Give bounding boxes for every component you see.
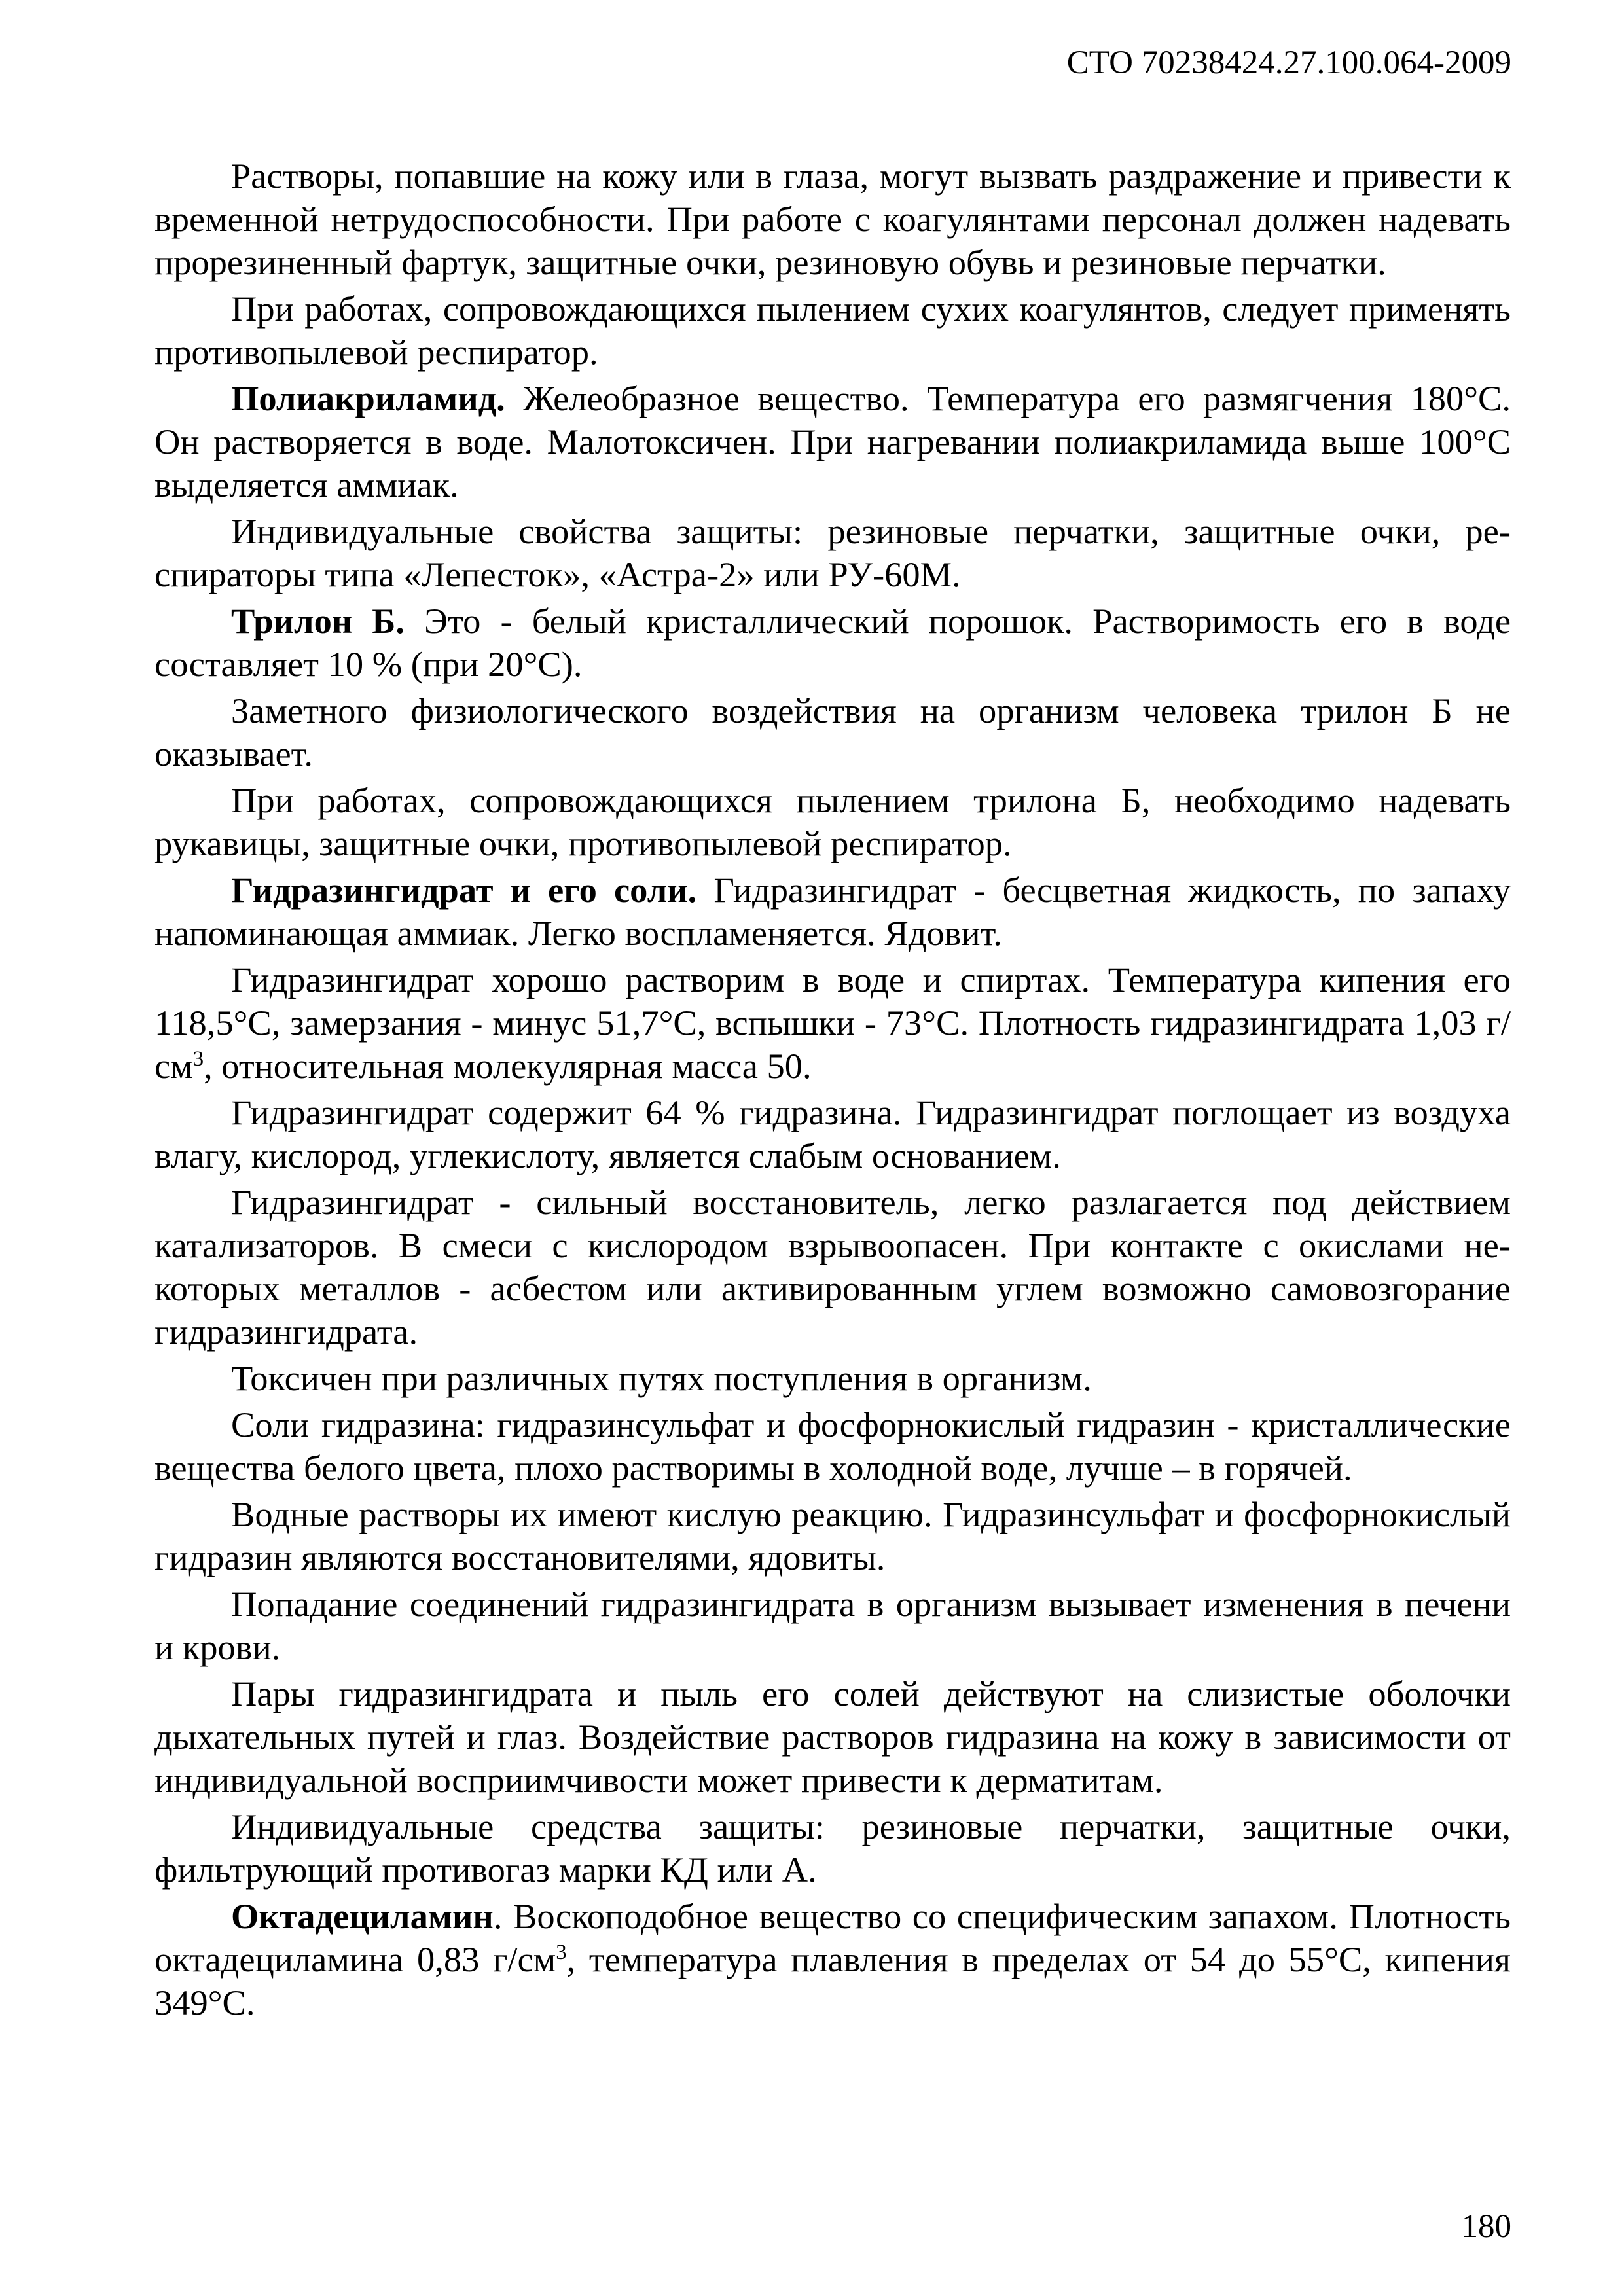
paragraph-hydrazine-protection [154, 1805, 1511, 1892]
paragraph-text: Растворы, попавшие на кожу или в глаза, могут вызвать раздражение и привести к временной нетрудоспособности. При работе с коагулянтами персонал должен надевать прорезиненный фартук, защитные очки, резиновую обувь и резиновые перчатки. [154, 156, 1511, 282]
paragraph-text: Индивидуальные средства защиты: резиновые перчатки, защитные очки, фильтрующий противогаз марки КД или А. [154, 1806, 1511, 1890]
paragraph-text: Токсичен при различных путях поступления в организм. [231, 1358, 1092, 1398]
paragraph-aqueous-solutions [154, 1493, 1511, 1579]
superscript: 3 [192, 1047, 204, 1071]
paragraph-text: Гидразингидрат хорошо растворим в воде и спиртах. Температура кипения его 118,5°С, замерзания - минус 51,7°С, вспышки - 73°С. Плотность гидразингидрата 1,03 г/см [154, 960, 1511, 1086]
paragraph-text: При работах, сопровождающихся пылением трилона Б, необходимо надевать рукавицы, защитные очки, противопылевой респиратор. [154, 780, 1511, 863]
paragraph-hydrazine-toxicity [154, 1357, 1511, 1400]
paragraph-text: . Воскоподобное вещество со специфическим запахом. Плотность октадециламина 0,83 г/см [154, 1896, 1511, 1979]
paragraph-text: При работах, сопровождающихся пылением сухих коагулянтов, следует применять противопылевой респиратор. [154, 289, 1511, 372]
paragraph-trilon-b-protection [154, 779, 1511, 865]
page-number: 180 [1461, 2208, 1511, 2245]
paragraph-trilon-b-effect [154, 689, 1511, 776]
paragraph-polyacrylamide [154, 377, 1511, 507]
paragraph-hydrazine-properties [154, 958, 1511, 1088]
paragraph-text: Желеобразное вещество. Температура его размягчения 180°С. Он растворяется в воде. Малотоксичен. При нагревании полиакриламида выше 100°С выделяется аммиак. [154, 378, 1511, 505]
paragraph-octadecylamine [154, 1895, 1511, 2024]
paragraph-text-tail: , температура плавления в пределах от 54 до 55°С, кипения 349°С. [154, 1939, 1511, 2022]
document-code-header: СТО 70238424.27.100.064-2009 [1066, 45, 1511, 81]
paragraph-text-tail: , относительная молекулярная масса 50. [204, 1046, 812, 1086]
paragraph-hydrazine-hydrate [154, 869, 1511, 955]
paragraph-text: Пары гидразингидрата и пыль его солей действуют на слизистые оболочки дыхательных путей и глаз. Воздействие растворов гидразина на кожу в зависимости от индивидуальной восприимчивости может привести к дерматитам. [154, 1674, 1511, 1800]
term-trilon-b: Трилон Б. [231, 601, 405, 641]
paragraph-text: Индивидуальные свойства защиты: резиновые перчатки, защитные очки, респираторы типа «Лепесток», «Астра-2» или РУ-60М. [154, 511, 1511, 594]
paragraph-organism-effect [154, 1583, 1511, 1669]
paragraph-coagulant-dust [154, 287, 1511, 374]
paragraph-text: Заметного физиологического воздействия на организм человека трилон Б не оказывает. [154, 691, 1511, 774]
term-octadecylamine: Октадециламин [231, 1896, 494, 1936]
paragraph-coagulant-skin-contact [154, 154, 1511, 284]
paragraph-hydrazine-content [154, 1091, 1511, 1177]
paragraph-hydrazine-salts [154, 1403, 1511, 1490]
paragraph-text: Соли гидразина: гидразинсульфат и фосфорнокислый гидразин - кристаллические вещества белого цвета, плохо растворимы в холодной воде, лучше – в горячей. [154, 1405, 1511, 1488]
paragraph-text: Попадание соединений гидразингидрата в организм вызывает изменения в печени и крови. [154, 1584, 1511, 1667]
term-polyacrylamide: Полиакриламид. [231, 378, 505, 418]
term-hydrazine-hydrate: Гидразингидрат и его соли. [231, 870, 697, 910]
paragraph-text: Водные растворы их имеют кислую реакцию. Гидразинсульфат и фосфорнокислый гидразин являются восстановителями, ядовиты. [154, 1494, 1511, 1577]
paragraph-polyacrylamide-protection [154, 510, 1511, 596]
paragraph-text: Гидразингидрат - сильный восстановитель, легко разлагается под действием катализаторов. В смеси с кислородом взрывоопасен. При контакте с окислами некоторых металлов - асбестом или активированным углем возможно самовозгорание гидразингидрата. [154, 1182, 1511, 1352]
paragraph-text: Это - белый кристаллический порошок. Растворимость его в воде составляет 10 % (при 20°С). [154, 601, 1511, 684]
superscript: 3 [556, 1940, 567, 1964]
document-body [154, 154, 1511, 2028]
paragraph-text: Гидразингидрат - бесцветная жидкость, по запаху напоминающая аммиак. Легко воспламеняется. Ядовит. [154, 870, 1511, 953]
paragraph-trilon-b [154, 600, 1511, 686]
paragraph-hydrazine-reducer [154, 1181, 1511, 1354]
paragraph-text: Гидразингидрат содержит 64 % гидразина. Гидразингидрат поглощает из воздуха влагу, кислород, углекислоту, является слабым основанием. [154, 1092, 1511, 1175]
paragraph-vapors-effect [154, 1672, 1511, 1802]
